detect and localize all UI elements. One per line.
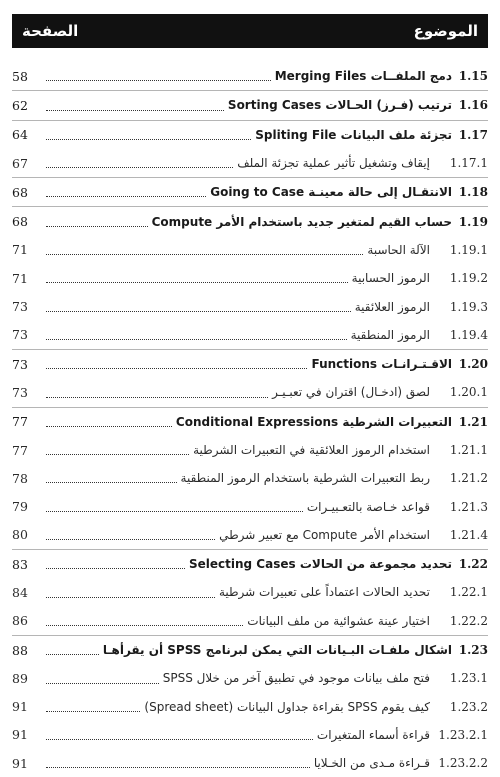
- toc-entry-number: 1.23.2.2: [438, 756, 488, 771]
- toc-entry: [12, 121, 488, 149]
- toc-entry-title: إيقاف وتشغيل تأثير عملية تجزئة الملف: [237, 156, 430, 171]
- toc-entry-number: 1.22: [458, 557, 488, 572]
- dot-leader: [46, 653, 99, 655]
- toc-entry-page: 88: [12, 642, 28, 658]
- toc-entry: [12, 149, 488, 177]
- toc-entry: [12, 636, 488, 664]
- toc-entry-page: 73: [12, 356, 28, 372]
- toc-list: [12, 62, 488, 777]
- toc-entry: [12, 207, 488, 235]
- dot-leader: [46, 738, 313, 740]
- toc-entry-number: 1.18: [458, 185, 488, 200]
- toc-entry-title: تحديد الحالات اعتماداً على تعبيرات شرطية: [218, 585, 430, 600]
- toc-entry: [12, 408, 488, 436]
- toc-entry: [12, 264, 488, 292]
- toc-entry: [12, 578, 488, 606]
- toc-entry-page: 78: [12, 470, 28, 486]
- dot-leader: [46, 453, 189, 455]
- toc-entry-page: 64: [12, 127, 28, 143]
- toc-entry: [12, 492, 488, 520]
- dot-leader: [46, 425, 172, 427]
- toc-entry-page: 83: [12, 556, 28, 572]
- toc-entry-title: الآلة الحاسبة: [367, 242, 430, 257]
- toc-entry-title: اختيار عينة عشوائية من ملف البيانات: [247, 613, 430, 628]
- toc-entry-title: تحديد مجموعة من الحالات Selecting Cases: [189, 557, 452, 572]
- toc-entry-number: 1.16: [458, 98, 488, 113]
- toc-entry-page: 68: [12, 184, 28, 200]
- toc-entry-page: 71: [12, 242, 28, 258]
- toc-entry-title: استخدام الرموز العلائقية في التعبيرات الشرطية: [193, 443, 430, 457]
- toc-entry-title: استخدام الأمر Compute مع تعبير شرطي: [219, 527, 430, 542]
- toc-entry-title: فتح ملف بيانات موجود في تطبيق آخر من خلال SPSS: [162, 671, 430, 686]
- toc-entry-page: 77: [12, 414, 28, 430]
- toc-entry-title: ربط التعبيرات الشرطية باستخدام الرموز المنطقية: [180, 471, 430, 486]
- toc-entry-number: 1.22.2: [449, 613, 488, 628]
- toc-entry-number: 1.17.1: [449, 156, 488, 171]
- toc-entry-title: قواعد خـاصة بالتعـبيـرات: [306, 499, 430, 514]
- toc-entry-title: قـراءة مـدى من الخـلايا: [313, 756, 430, 771]
- dot-leader: [46, 166, 233, 168]
- toc-entry-page: 73: [12, 327, 28, 343]
- toc-entry: [12, 350, 488, 378]
- dot-leader: [46, 510, 303, 512]
- toc-entry-number: 1.21.2: [449, 471, 488, 486]
- toc-entry: [12, 178, 488, 206]
- toc-entry-page: 67: [12, 155, 28, 171]
- toc-entry-number: 1.22.1: [449, 585, 488, 600]
- toc-entry: [12, 91, 488, 119]
- header-page-label: الصفحة: [22, 22, 79, 40]
- toc-entry-page: 79: [12, 499, 28, 515]
- dot-leader: [46, 396, 268, 398]
- toc-entry: [12, 664, 488, 692]
- toc-entry-number: 1.15: [458, 69, 488, 84]
- toc-entry-title: كيف يقوم SPSS بقراءة جداول البيانات (Spread sheet): [144, 699, 430, 714]
- toc-entry-number: 1.19.1: [449, 242, 488, 257]
- toc-entry-title: الانتقـال إلى حالة معينـة Going to Case: [210, 185, 452, 200]
- dot-leader: [46, 253, 363, 255]
- dot-leader: [46, 281, 348, 283]
- toc-entry-page: 91: [12, 755, 28, 771]
- toc-entry-page: 62: [12, 97, 28, 113]
- toc-entry-page: 89: [12, 670, 28, 686]
- toc-entry: [12, 62, 488, 90]
- dot-leader: [46, 225, 148, 227]
- toc-entry-number: 1.19.4: [449, 327, 488, 342]
- toc-entry-number: 1.21: [458, 414, 488, 429]
- dot-leader: [46, 710, 140, 712]
- dot-leader: [46, 338, 347, 340]
- toc-entry-page: 71: [12, 270, 28, 286]
- dot-leader: [46, 138, 251, 140]
- toc-entry-number: 1.19.2: [449, 271, 488, 286]
- header-topic-label: الموضوع: [413, 22, 478, 40]
- toc-entry: [12, 521, 488, 549]
- toc-entry-number: 1.21.1: [449, 443, 488, 457]
- toc-entry-number: 1.21.4: [449, 527, 488, 542]
- dot-leader: [46, 195, 206, 197]
- toc-entry-page: 91: [12, 727, 28, 743]
- toc-entry-page: 73: [12, 299, 28, 315]
- toc-entry-title: دمج الملفــات Merging Files: [274, 69, 452, 84]
- toc-entry-title: حساب القيم لمتغير جديد باستخدام الأمر Compute: [151, 214, 452, 229]
- dot-leader: [46, 596, 215, 598]
- toc-entry: [12, 292, 488, 320]
- dot-leader: [46, 682, 159, 684]
- toc-entry: [12, 236, 488, 264]
- toc-entry-number: 1.19.3: [449, 299, 488, 314]
- toc-entry: [12, 378, 488, 406]
- toc-entry-title: تجزئة ملف البيانات Spliting File: [255, 127, 452, 142]
- toc-entry-page: 91: [12, 699, 28, 715]
- toc-entry-number: 1.23.1: [449, 671, 488, 686]
- toc-entry-title: الاقـتـرانـات Functions: [311, 357, 452, 372]
- toc-entry-title: قراءة أسماء المتغيرات: [316, 727, 430, 742]
- dot-leader: [46, 481, 177, 483]
- toc-entry: [12, 749, 488, 777]
- toc-entry-number: 1.19: [458, 214, 488, 229]
- toc-entry-page: 84: [12, 584, 28, 600]
- toc-entry-page: 80: [12, 527, 28, 543]
- dot-leader: [46, 109, 224, 111]
- toc-entry-number: 1.20: [458, 357, 488, 372]
- toc-entry-title: التعبيرات الشرطية Conditional Expressions: [175, 414, 452, 429]
- toc-entry-title: اشكال ملفـات البـيانات التي يمكن لبرنامج SPSS أن يقرأهـا: [102, 643, 452, 658]
- dot-leader: [46, 624, 243, 626]
- toc-entry-page: 77: [12, 442, 28, 458]
- toc-entry-title: الرموز المنطقية: [350, 327, 430, 342]
- toc-entry-number: 1.23: [458, 643, 488, 658]
- dot-leader: [46, 538, 215, 540]
- toc-entry-page: 73: [12, 384, 28, 400]
- toc-entry-number: 1.20.1: [449, 385, 488, 400]
- toc-entry-number: 1.21.3: [449, 499, 488, 514]
- toc-entry: [12, 464, 488, 492]
- dot-leader: [46, 367, 307, 369]
- toc-entry-title: الرموز العلائقية: [354, 299, 430, 314]
- toc-entry-page: 68: [12, 214, 28, 230]
- toc-entry-number: 1.23.2: [449, 699, 488, 714]
- toc-entry: [12, 436, 488, 464]
- dot-leader: [46, 567, 185, 569]
- dot-leader: [46, 310, 351, 312]
- dot-leader: [46, 766, 310, 768]
- toc-entry-number: 1.23.2.1: [438, 727, 488, 742]
- toc-header: [12, 14, 488, 48]
- toc-entry-page: 86: [12, 613, 28, 629]
- toc-entry: [12, 550, 488, 578]
- toc-entry: [12, 321, 488, 349]
- toc-entry: [12, 607, 488, 635]
- toc-entry: [12, 693, 488, 721]
- toc-entry: [12, 721, 488, 749]
- toc-entry-title: لصق (ادخـال) اقتران في تعبـيـر: [272, 385, 430, 400]
- dot-leader: [46, 79, 271, 81]
- toc-entry-title: الرموز الحسابية: [351, 271, 430, 286]
- toc-entry-title: ترتيب (فـرز) الحـالات Sorting Cases: [227, 98, 452, 113]
- toc-entry-page: 58: [12, 68, 28, 84]
- toc-entry-number: 1.17: [458, 127, 488, 142]
